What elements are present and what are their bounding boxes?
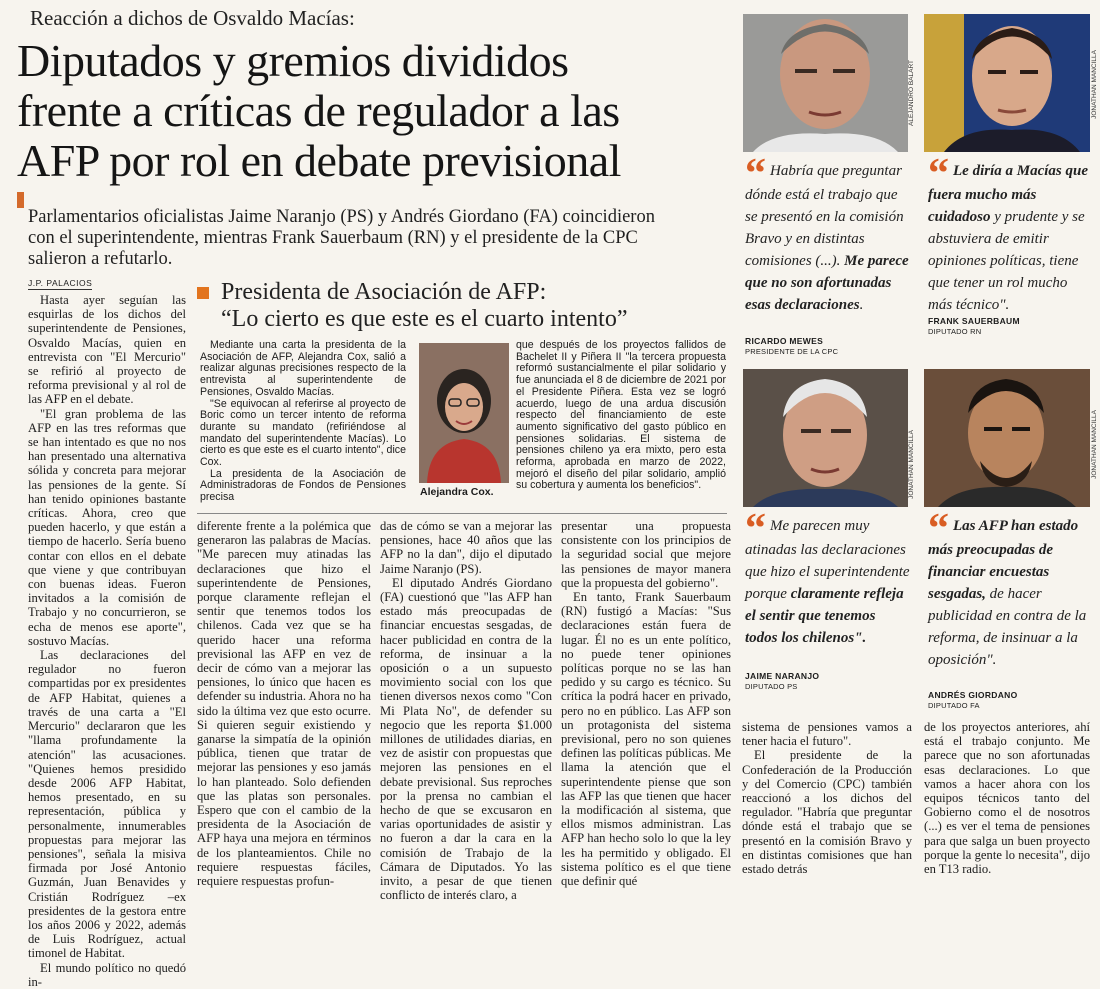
- quote-author-role: PRESIDENTE DE LA CPC: [745, 347, 839, 356]
- paragraph: Hasta ayer seguían las esquirlas de los dichos del superintendente de Pensiones, Osvaldo Macías, quien en entrevista con "El Mercurio" se refirió al proyecto de reforma previsional y al rol de las AFP en el debate.: [28, 293, 186, 407]
- sidebar-text-right: que después de los proyectos fallidos de Bachelet II y Piñera II "la tercera propuesta reformó sustancialmente el pilar solidario y fue anunciada el 8 de diciembre de 2021 por el Presidente Piñera. Esta vez se logró acuerdo, luego de una ardua discusión respecto del financiamiento de este aumento significativo del gasto público en pensiones solidarias. El sistema de pensiones chileno ya era mixto, pero esta reforma, aprobada en marzo de 2022, mejoró el diseño del pilar solidario, amplió su cobertura y aumenta los beneficios".: [516, 339, 726, 492]
- kicker: Reacción a dichos de Osvaldo Macías:: [30, 6, 355, 30]
- paragraph: Mediante una carta la presidenta de la Asociación de AFP, Alejandra Cox, salió a realizar algunas precisiones respecto de la entrevista al superintendente de Pensiones, Osvaldo Macías.: [200, 339, 406, 398]
- sidebar-title: Presidenta de Asociación de AFP:: [221, 279, 547, 305]
- paragraph: "El gran problema de las AFP en las tres reformas que se han intentado es que no nos han presentado una alternativa sólida y concreta para mejorar las pensiones de la gente. Sí han tenido opiniones bastante críticas. Ahora, creo que pueden hacerlo, y que están a tiempo de hacerlo. Sería bueno contar con ellos en el debate que viene y que contribuyan con buenas ideas. Fueron invitados a la comisión de Trabajo y no concurrieron, se echa de menos ese aporte", sostuvo Macías.: [28, 406, 186, 648]
- portrait-icon: [743, 369, 908, 507]
- sidebar-quote: “Lo cierto es que este es el cuarto intento”: [221, 306, 628, 332]
- quote-author-role: DIPUTADO PS: [745, 682, 798, 691]
- article-column-5: [742, 720, 912, 876]
- lede-line-3: salieron a refutarlo.: [28, 249, 173, 269]
- quote-author-name: FRANK SAUERBAUM: [928, 316, 1020, 326]
- portrait-icon: [419, 343, 509, 483]
- lede-line-1: Parlamentarios oficialistas Jaime Naranjo (PS) y Andrés Giordano (FA) coincidieron: [28, 207, 655, 227]
- headline-line-1: Diputados y gremios divididos: [17, 35, 569, 86]
- portrait-icon: [924, 14, 1090, 152]
- frank-sauerbaum-photo: [924, 14, 1090, 152]
- paragraph: diferente frente a la polémica que generaron las palabras de Macías. "Me parecen muy atinadas las declaraciones que hizo el superintendente de Pensiones, porque claramente reflejan el sentir que tenemos todos los chilenos. Cada vez que se ha querido hacer una reforma previsional las AFP en vez de decir de cómo van a mejorar las pensiones, lo único que hacen es defender su industria. Ahora no ha sido la última vez que esto ocurre. Si quieren seguir existiendo y ganarse la simpatía de la opinión pública, tienen que tratar de mejorar las pensiones y eso jamás lo han planteado. Solo defienden que las platas son personales. Espero que con el cambio de la presidenta de la Asociación de AFP haya una mejora en términos de los planteamientos. Chile no requiere respuestas fáciles, requiere respuestas profun-: [197, 519, 371, 889]
- headline-line-3: AFP por rol en debate previsional: [17, 135, 621, 186]
- quote-mark-icon: “: [928, 151, 949, 197]
- article-column-3: [380, 519, 552, 902]
- headline-line-2: frente a críticas de regulador a las: [17, 85, 620, 136]
- pull-quote-mewes: “ Habría que preguntar dónde está el trabajo que se presentó en la comisión Bravo y en distintas comisiones (...). Me parece que no son afortunadas esas declaraciones.: [745, 151, 909, 313]
- quote-mark-icon: “: [745, 151, 766, 197]
- sidebar-text-left: [200, 340, 406, 504]
- quote-author-name: RICARDO MEWES: [745, 336, 824, 346]
- portrait-icon: [743, 14, 908, 152]
- byline: J.P. PALACIOS: [28, 278, 93, 288]
- quote-author-name: ANDRÉS GIORDANO: [928, 690, 1018, 700]
- photo-credit: ALEJANDRO BALART: [908, 60, 915, 126]
- photo-caption: Alejandra Cox.: [420, 486, 494, 498]
- paragraph: de los proyectos anteriores, ahí está el trabajo conjunto. Me parece que no son afortunadas esas declaraciones. Lo que vamos a hacer ahora con los equipos técnicos tanto del Gobierno como el de nosotros (...) es ver el tema de pensiones para que salga un buen proyecto porque la gente lo necesita", dijo en T13 radio.: [924, 720, 1090, 877]
- article-column-2: [197, 519, 371, 888]
- lede-line-2: con el superintendente, mientras Frank Sauerbaum (RN) y el presidente de la CPC: [28, 228, 638, 248]
- paragraph: El presidente de la Confederación de la Producción y del Comercio (CPC) también reaccionó a los dichos del regulador. "Habría que preguntar dónde está el trabajo que se presentó en la comisión Bravo y en distintas comisiones que han estado detrás: [742, 748, 912, 877]
- paragraph: sistema de pensiones vamos a tener hacia el futuro".: [742, 720, 912, 749]
- pull-quote-sauerbaum: “ Le diría a Macías que fuera mucho más cuidadoso y prudente y se abstuviera de emitir opiniones políticas, tiene que tener un rol mucho más técnico".: [928, 151, 1088, 313]
- paragraph: Las declaraciones del regulador no fueron compartidas por ex presidentes de AFP Habitat, quienes a través de una carta a "El Mercurio" declararon que les "llama profundamente la atención" las acusaciones. "Quienes hemos presidido desde 2006 AFP Habitat, hemos presentado, en su representación, pública y personalmente, innumerables propuestas para mejorar las pensiones", señala la misiva firmada por José Antonio Guzmán, Juan Benavides y Cristián Rodríguez –ex presidentes de la gestora entre los años 2006 y 2022, además de Luis Rodríguez, actual timonel de Habitat.: [28, 648, 186, 961]
- paragraph: El diputado Andrés Giordano (FA) cuestionó que "las AFP han estado más preocupadas de financiar encuestas sesgadas, de hacer publicidad en contra de la reforma, de insinuar a la oposición o a un supuesto movimiento social con los que tienen diversos nexos como "Con Mi Plata No", de defender su negocio que les reporta $1.000 millones de utilidades diarias, en vez de asistir con propuestas que mejoren las pensiones en el debate previsional. Sus reproches por la prensa no cambian el hecho de que se excusaron en varias oportunidades de asistir y no fueron a dar la cara en la comisión de Trabajo de la Cámara de Diputados. Yo las invito, a pesar de que tienen conflicto de interés claro, a: [380, 575, 552, 903]
- quote-mark-icon: “: [745, 506, 766, 552]
- article-column-6: [924, 720, 1090, 876]
- lede: [28, 207, 728, 270]
- pull-quote-giordano: “ Las AFP han estado más preocupadas de financiar encuestas sesgadas, de hacer publicidad en contra de la reforma, de insinuar a la oposición".: [928, 506, 1087, 668]
- paragraph: En tanto, Frank Sauerbaum (RN) fustigó a Macías: "Sus declaraciones están fuera de lugar. Él no es un ente político, no puede tener opiniones políticas porque no se las han pedido y su cargo es técnico. Su crítica la podrá hacer en privado, pero no en público. Las AFP son un protagonista del sistema previsional, pero no son quienes definen las políticas públicas. Me llama la atención que el superintendente piense que son las AFP las que tienen que hacer la modificación al sistema, que ellos mismos administran. Las AFP han hecho solo lo que la ley les ha permitido y obligado. El sistema político es el que tiene que definir qué: [561, 590, 731, 889]
- divider: [197, 513, 727, 514]
- quote-author-role: DIPUTADO FA: [928, 701, 980, 710]
- paragraph: "Se equivocan al referirse al proyecto de Boric como un tercer intento de reforma durante su mandato (refiriéndose al mandato del superintendente Macías). Lo cierto es que este es el cuarto intento", dice Cox.: [200, 397, 406, 469]
- orange-square-icon: [197, 287, 209, 299]
- paragraph: das de cómo se van a mejorar las pensiones, hace 40 años que las AFP no la dan", dijo el diputado Jaime Naranjo (PS).: [380, 519, 552, 576]
- pull-quote-naranjo: “ Me parecen muy atinadas las declaraciones que hizo el superintendente porque claramente refleja el sentir que tenemos todos los chilenos".: [745, 506, 910, 646]
- quote-author-name: JAIME NARANJO: [745, 671, 820, 681]
- photo-credit: JONATHAN MANCILLA: [1091, 410, 1098, 479]
- photo-credit: JONATHAN MANCILLA: [908, 430, 915, 499]
- article-column-4: [561, 519, 731, 888]
- photo-credit: JONATHAN MANCILLA: [1091, 50, 1098, 119]
- ricardo-mewes-photo: [743, 14, 908, 152]
- jaime-naranjo-photo: [743, 369, 908, 507]
- lede-accent-bar: [17, 192, 24, 208]
- headline: [17, 36, 732, 186]
- paragraph: La presidenta de la Asociación de Administradoras de Fondos de Pensiones precisa: [200, 467, 406, 504]
- article-column-1: [28, 293, 186, 989]
- paragraph: presentar una propuesta consistente con los principios de la seguridad social que mejore las pensiones de mayor manera que la propuesta del gobierno".: [561, 519, 731, 590]
- quote-mark-icon: “: [928, 506, 949, 552]
- quote-author-role: DIPUTADO RN: [928, 327, 982, 336]
- paragraph: El mundo político no quedó in-: [28, 960, 186, 989]
- andres-giordano-photo: [924, 369, 1090, 507]
- portrait-icon: [924, 369, 1090, 507]
- alejandra-cox-photo: [419, 343, 509, 483]
